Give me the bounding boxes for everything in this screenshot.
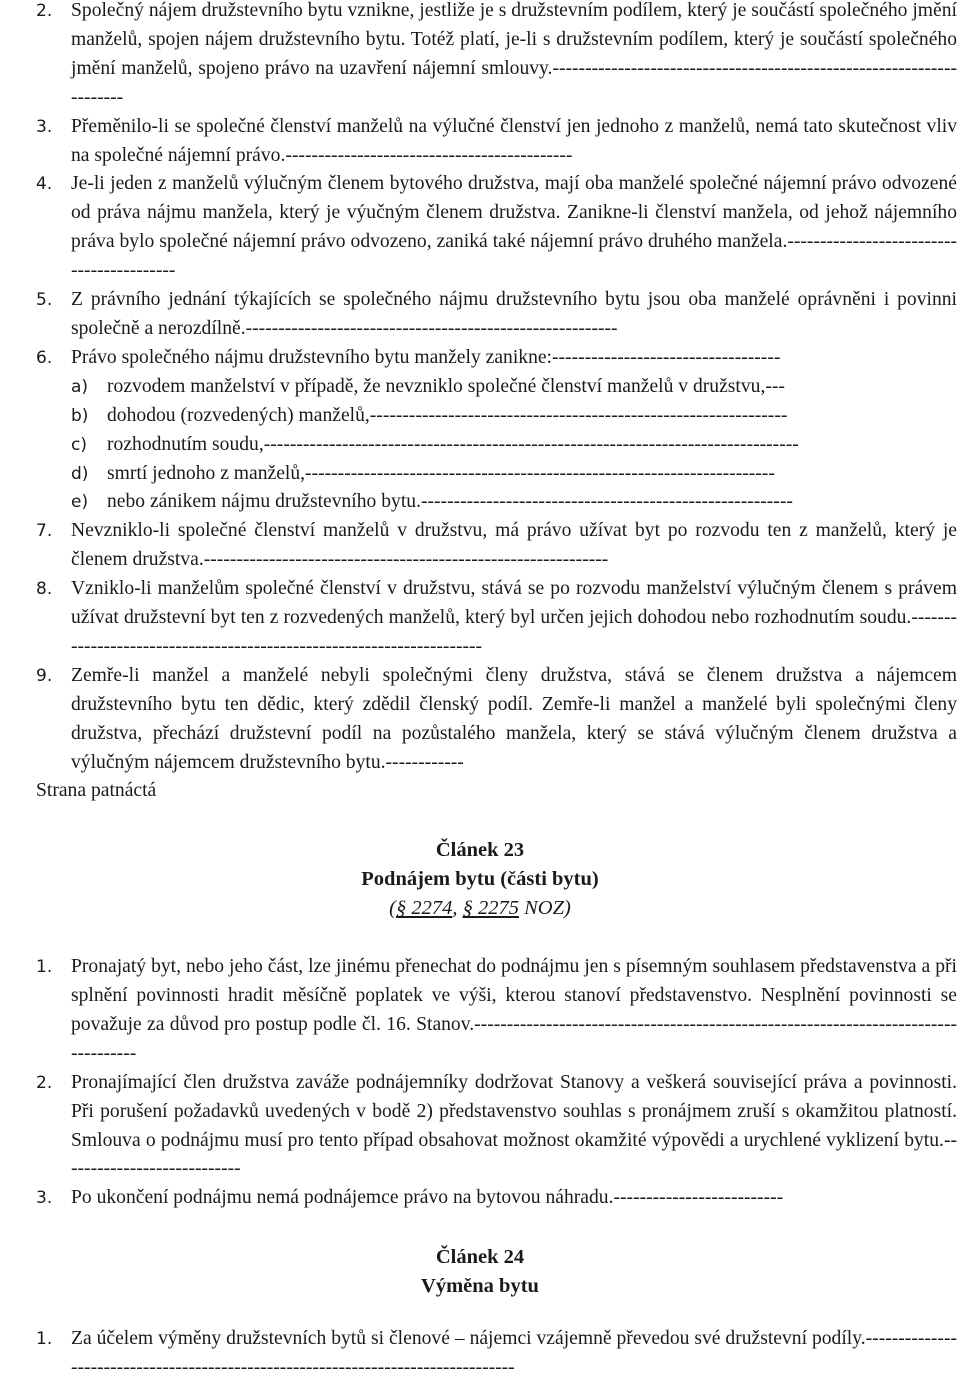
ref-close: NOZ)	[518, 897, 571, 920]
spacer	[0, 923, 960, 953]
item-number: 6.	[36, 347, 53, 368]
article-23-reference	[0, 894, 960, 923]
article-23-title: Článek 23	[435, 839, 525, 862]
item-text: Společný nájem družstevního bytu vznikne, jestliže je s družstevním podílem, který je součástí společného jmění manželů, spojen nájem družstevního bytu. Totéž platí, je-li s družstevním podílem, který je součástí společného jmění manželů, spojeno právo na uzavření nájemní smlouvy.----------------------------------------------------------------------	[71, 0, 957, 108]
item-text: Přeměnilo-li se společné členství manželů na výlučné členství jen jednoho z manželů, nemá tato skutečnost vliv na společné nájemní právo.--------------------------------------------	[71, 115, 957, 166]
item-number: 7.	[36, 521, 53, 542]
paragraph-item	[0, 662, 960, 778]
paragraph-item	[0, 517, 960, 575]
sub-item-letter: e)	[71, 492, 89, 513]
item-number: 3.	[36, 1188, 53, 1209]
item-text: Z právního jednání týkajících se společného nájmu družstevního bytu jsou oba manželé oprávněni i povinni společně a nerozdílně.---------------------------------------------------------	[71, 289, 957, 339]
paragraph-item	[0, 113, 960, 171]
item-text: Pronajímající člen družstva zaváže podnájemníky dodržovat Stanovy a veškerá související práva a povinnosti. Při porušení požadavků uvedených v bodě 2) představenstvo souhlas s pronájmem zruší s okamžitou platností. Smlouva o podnájmu musí pro tento případ obsahovat možnost okamžité výpovědi a urychlené vyklizení bytu.----------------------------	[71, 1071, 957, 1180]
spacer	[0, 1213, 960, 1243]
paragraph-item	[0, 1069, 960, 1185]
item-number: 3.	[36, 116, 53, 137]
item-number: 2.	[36, 1, 53, 21]
paragraph-item	[0, 1184, 960, 1213]
item-text: Nevzniklo-li společné členství manželů v družstvu, má právo užívat byt po rozvodu ten z manželů, který je členem družstva.--------------------------------------------------------------	[71, 520, 957, 571]
item-text: Je-li jeden z manželů výlučným členem bytového družstva, mají oba manželé společné nájemní právo odvozené od práva nájmu manžela, který je výučným členem družstva. Zanikne-li členství manžela, od jehož nájemního práva bylo společné nájemní právo odvozeno, zaniká také nájemní právo druhého manžela.------------------------------------------	[71, 173, 957, 282]
sub-item	[0, 488, 960, 517]
item-number: 4.	[36, 174, 53, 195]
item-text: Po ukončení podnájmu nemá podnájemce právo na bytovou náhradu.--------------------------	[71, 1187, 784, 1209]
spacer	[0, 806, 960, 836]
paragraph-item	[0, 344, 960, 373]
item-number: 2.	[36, 1072, 53, 1093]
sub-item	[0, 402, 960, 431]
item-number: 8.	[36, 579, 53, 600]
ref-section-b: § 2275	[462, 897, 519, 920]
sub-item-letter: c)	[71, 434, 87, 455]
sub-item-letter: a)	[71, 376, 89, 397]
item-number: 9.	[36, 665, 53, 686]
paragraph-item	[0, 953, 960, 1069]
sub-item-text: smrtí jednoho z manželů,------------------------------------------------------------------------	[107, 462, 775, 484]
sub-item-letter: b)	[71, 405, 89, 426]
item-number: 5.	[36, 290, 53, 311]
sub-item	[0, 431, 960, 460]
item-text: Zemře-li manžel a manželé nebyli společnými členy družstva, stává se členem družstva a nájemcem družstevního bytu ten dědic, který zdědil členský podíl. Zemře-li manžel a manželé byli společnými členy družstva, přechází družstevní podíl na pozůstalého manžela, který se stává výlučným členem družstva a výlučným nájemcem družstevního bytu.------------	[71, 664, 957, 773]
paragraph-item	[0, 0, 960, 113]
sub-item-text: rozhodnutím soudu,----------------------------------------------------------------------------------	[107, 433, 799, 455]
item-number: 1.	[36, 1329, 53, 1350]
item-text: Právo společného nájmu družstevního bytu manžely zanikne:-----------------------------------	[71, 346, 781, 368]
paragraph-item	[0, 575, 960, 662]
sub-item-text: rozvodem manželství v případě, že nevzniklo společné členství manželů v družstvu,---	[107, 375, 785, 397]
article-24-title: Článek 24	[435, 1246, 525, 1269]
paragraph-item	[0, 286, 960, 344]
sub-item-text: dohodou (rozvedených) manželů,----------------------------------------------------------------	[107, 404, 788, 426]
sub-item	[0, 460, 960, 489]
page-label: Strana patnáctá	[36, 780, 157, 802]
sub-item-text: nebo zánikem nájmu družstevního bytu.---------------------------------------------------------	[107, 491, 793, 513]
sub-item	[0, 373, 960, 402]
item-number: 1.	[36, 957, 53, 978]
paragraph-item	[0, 170, 960, 286]
ref-section-a: § 2274	[395, 897, 453, 920]
item-text: Pronajatý byt, nebo jeho část, lze jinému přenechat do podnájmu jen s písemným souhlasem představenstva a při splnění povinnosti hradit měsíčně poplatek ve výši, kterou stanoví představenstvo. Nesplnění povinnosti se považuje za důvod pro postup podle čl. 16. Stanov.------------------------------------------------------------------------------------	[71, 956, 957, 1064]
article-24-subtitle: Výměna bytu	[421, 1275, 539, 1298]
item-text: Za účelem výměny družstevních bytů si členové – nájemci vzájemně převedou své družstevní podíly.----------------------------------------------------------------------------------	[71, 1328, 957, 1378]
spacer	[0, 1301, 960, 1325]
ref-separator: ,	[452, 897, 463, 920]
ref-open: (	[389, 897, 396, 920]
paragraph-item	[0, 1325, 960, 1383]
article-23-subtitle: Podnájem bytu (části bytu)	[361, 868, 599, 891]
sub-item-letter: d)	[71, 463, 89, 484]
item-text: Vzniklo-li manželům společné členství v družstvu, stává se po rozvodu manželství výlučným členem s právem užívat družstevní byt ten z rozvedených manželů, který byl určen jejich dohodou nebo rozhodnutím soudu.----------------------------------------------------------------------	[71, 578, 957, 657]
